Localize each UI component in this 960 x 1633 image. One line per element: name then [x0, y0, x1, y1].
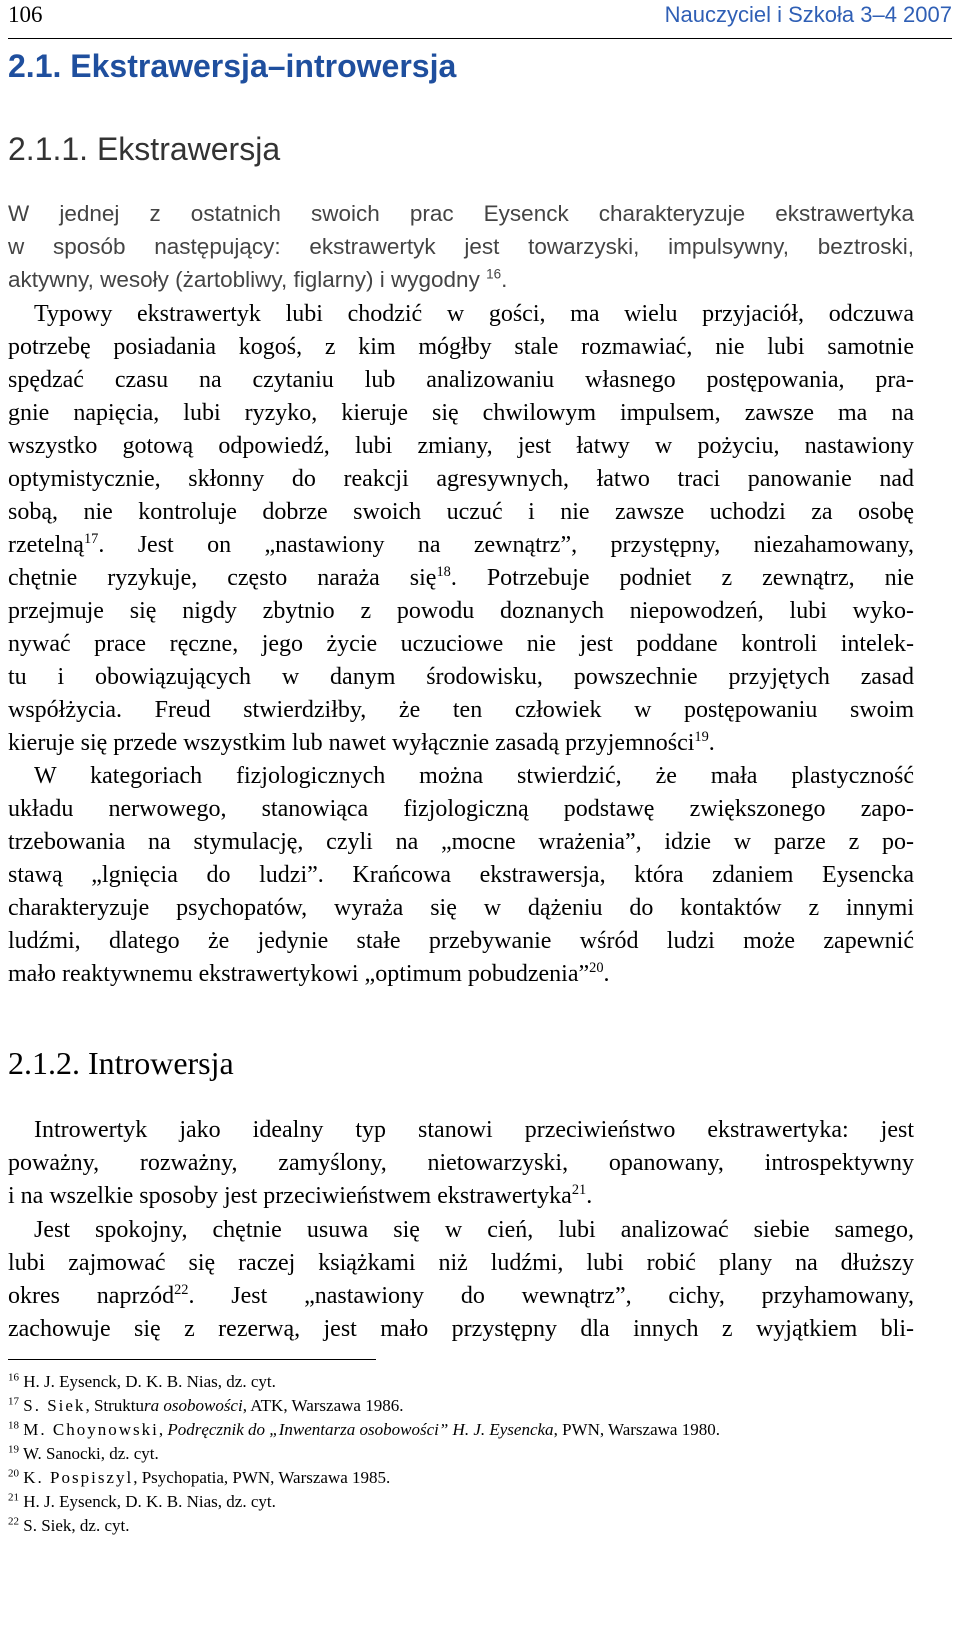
footnote-item: $^{16}$ H. J. Eysenck, D. K. B. Nias, dz. cyt.: [8, 1371, 276, 1391]
text-line: współżycia. Freud stwierdziłby, że ten człowiek w postępowaniu swoim: [8, 697, 914, 723]
text-line: W jednej z ostatnich swoich prac Eysenck charakteryzuje ekstrawertyka: [8, 201, 914, 226]
text-line: poważny, rozważny, zamyślony, nietowarzyski, opanowany, introspektywny: [8, 1150, 914, 1176]
text-line: chętnie ryzykuje, często naraża się$^{18}$. Potrzebuje podniet z zewnątrz, nie: [8, 564, 914, 591]
text-line: mało reaktywnemu ekstrawertykowi „optimum pobudzenia”$^{20}$.: [8, 960, 610, 987]
text-line: sobą, nie kontroluje dobrze swoich uczuć i nie zawsze uchodzi za osobę: [8, 499, 914, 525]
footnote-ref[interactable]: 16: [486, 266, 502, 282]
footnote-divider: [8, 1359, 376, 1360]
journal-title: Nauczyciel i Szkoła 3–4 2007: [664, 2, 952, 27]
text-line: rzetelną$^{17}$. Jest on „nastawiony na zewnątrz”, przystępny, niezahamowany,: [8, 531, 914, 558]
text-line: nywać prace ręczne, jego życie uczuciowe nie jest poddane kontroli intelek-: [8, 631, 914, 657]
footnotes: [8, 1370, 928, 1538]
footnote-ref[interactable]: 22: [174, 1282, 189, 1298]
text-line: kieruje się przede wszystkim lub nawet wyłącznie zasadą przyjemności$^{19}$.: [8, 729, 715, 756]
footnote-ref[interactable]: 19: [694, 729, 709, 745]
subsection-title-introversion: 2.1.2. Introwersja: [8, 1045, 234, 1081]
text-line: stawą „lgnięcia do ludzi”. Krańcowa ekstrawersja, która zdaniem Eysencka: [8, 862, 914, 888]
footnote-ref[interactable]: 21: [571, 1182, 587, 1198]
page-header: [8, 0, 952, 39]
footnote-item: $^{20}$ K. Pospiszyl, Psychopatia, PWN, Warszawa 1985.: [8, 1467, 391, 1487]
text-line: gnie napięcia, lubi ryzyko, kieruje się chwilowym impulsem, zawsze ma na: [8, 400, 914, 426]
paragraph-2: [8, 298, 914, 760]
text-line: trzebowania na stymulację, czyli na „mocne wrażenia”, idzie w parze z po-: [8, 829, 914, 855]
text-line: ludźmi, dlatego że jedynie stałe przebywanie wśród ludzi może zapewnić: [8, 928, 914, 954]
text-line: potrzebę posiadania kogoś, z kim mógłby stale rozmawiać, nie lubi samotnie: [8, 334, 914, 360]
text-line: okres naprzód$^{22}$. Jest „nastawiony do wewnątrz”, cichy, przyhamowany,: [8, 1282, 915, 1309]
footnote-ref[interactable]: 20: [589, 960, 604, 976]
text-line: aktywny, wesoły (żartobliwy, figlarny) i wygodny $^{16}$.: [8, 266, 508, 292]
paragraph-4: [8, 1114, 914, 1213]
paragraph-1: [8, 197, 914, 296]
text-line: wszystko gotową odpowiedź, lubi zmiany, jest łatwy w pożyciu, nastawiony: [8, 433, 914, 459]
section-title: 2.1. Ekstrawersja–introwersja: [8, 48, 457, 84]
page-number: 106: [8, 2, 43, 27]
text-line: układu nerwowego, stanowiąca fizjologiczną podstawę zwiększonego zapo-: [8, 796, 914, 822]
footnote-item: $^{18}$ M. Choynowski, Podręcznik do „Inwentarza osobowości” H. J. Eysencka, PWN, Warszawa 1980.: [8, 1419, 720, 1439]
subsection-title-extraversion: 2.1.1. Ekstrawersja: [8, 131, 281, 167]
footnote-ref[interactable]: 18: [436, 564, 451, 580]
paragraph-3: [8, 760, 914, 991]
text-line: spędzać czasu na czytaniu lub analizowaniu własnego postępowania, pra-: [8, 367, 914, 393]
footnote-item: $^{19}$ W. Sanocki, dz. cyt.: [8, 1443, 159, 1463]
text-line: lubi zajmować się raczej książkami niż ludźmi, lubi robić plany na dłuższy: [8, 1250, 914, 1276]
text-line: zachowuje się z rezerwą, jest mało przystępny dla innych z wyjątkiem bli-: [8, 1316, 914, 1342]
text-line: w sposób następujący: ekstrawertyk jest towarzyski, impulsywny, beztroski,: [8, 234, 914, 259]
text-line: charakteryzuje psychopatów, wyraża się w dążeniu do kontaktów z innymi: [8, 895, 914, 921]
text-line: W kategoriach fizjologicznych można stwierdzić, że mała plastyczność: [34, 763, 914, 789]
text-line: Jest spokojny, chętnie usuwa się w cień, lubi analizować siebie samego,: [34, 1217, 914, 1243]
footnote-item: $^{22}$ S. Siek, dz. cyt.: [8, 1515, 130, 1535]
text-line: przejmuje się nigdy zbytnio z powodu doznanych niepowodzeń, lubi wyko-: [8, 598, 914, 624]
text-line: Typowy ekstrawertyk lubi chodzić w gości, ma wielu przyjaciół, odczuwa: [34, 301, 914, 327]
text-line: Introwertyk jako idealny typ stanowi przeciwieństwo ekstrawertyka: jest: [34, 1117, 914, 1143]
footnote-item: $^{21}$ H. J. Eysenck, D. K. B. Nias, dz. cyt.: [8, 1491, 276, 1511]
paragraph-5: [8, 1214, 914, 1346]
text-line: i na wszelkie sposoby jest przeciwieństwem ekstrawertyka$^{21}$.: [8, 1182, 593, 1209]
text-line: optymistycznie, skłonny do reakcji agresywnych, łatwo traci panowanie nad: [8, 466, 914, 492]
footnote-ref[interactable]: 17: [83, 531, 99, 547]
footnote-item: $^{17}$ S. Siek, Struktura osobowości, ATK, Warszawa 1986.: [8, 1395, 404, 1415]
text-line: tu i obowiązujących w danym środowisku, powszechnie przyjętych zasad: [8, 664, 914, 690]
